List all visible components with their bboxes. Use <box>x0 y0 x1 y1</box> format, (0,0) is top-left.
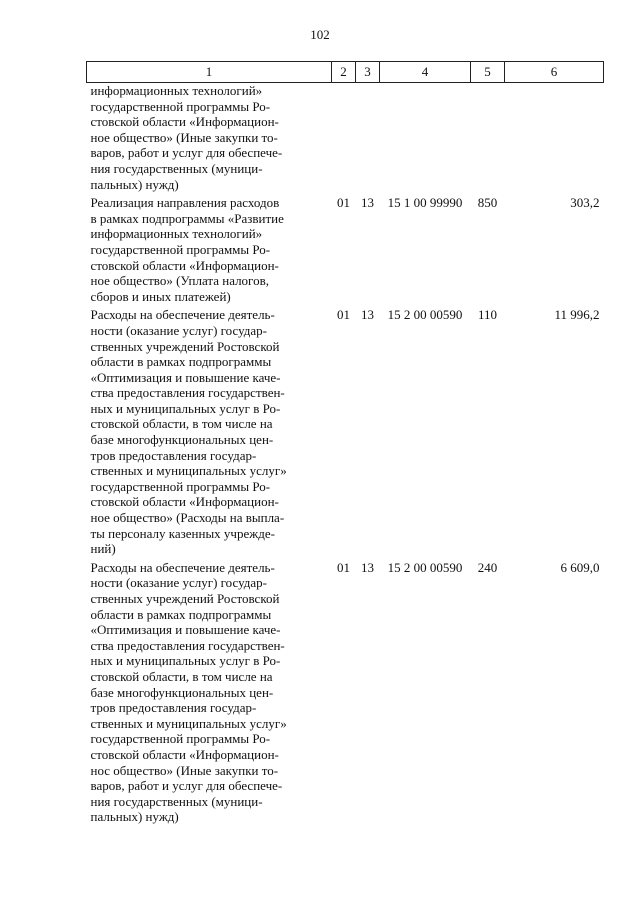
table-row <box>87 195 604 307</box>
row-target-article: 15 1 00 99990 <box>387 195 463 211</box>
row-sum: 6 609,0 <box>560 559 600 575</box>
header-col-2: 2 <box>332 62 356 83</box>
header-col-6: 6 <box>505 62 604 83</box>
row-description: Расходы на обеспечение деятель- ности (оказание услуг) государ- ственных учреждений Ростовской области в рамках подпрограммы «Оптимизация и повышение каче- ства предоставления государствен- ных и муниципальных услуг в Ро- стовской области, в том числе на базе многофункциональных цен- тров предоставления государ- ственных и муниципальных услуг» государственной программы Ро- стовской области «Информацион- нос общество» (Иные закупки то- варов, работ и услуг для обеспече- ния государственных (муници- пальных) нужд) <box>90 559 287 825</box>
row-expense-type <box>471 83 505 196</box>
row-sum <box>505 83 604 196</box>
table-header <box>87 62 604 83</box>
row-description: информационных технологий» государственной программы Ро- стовской области «Информацион- ное общество» (Иные закупки то- варов, работ и услуг для обеспече- ния государственных (муници- пальных) нужд) <box>90 83 283 192</box>
row-target-article: 15 2 00 00590 <box>387 307 463 323</box>
row-razdel <box>332 83 356 196</box>
row-podrazdel <box>356 83 380 196</box>
header-col-3: 3 <box>356 62 380 83</box>
row-razdel: 01 <box>337 195 350 211</box>
row-razdel: 01 <box>337 307 350 323</box>
row-podrazdel: 13 <box>361 559 374 575</box>
row-target-article <box>380 83 471 196</box>
row-razdel: 01 <box>337 559 350 575</box>
row-description: Расходы на обеспечение деятель- ности (оказание услуг) государ- ственных учреждений Ростовской области в рамках подпрограммы «Оптимизация и повышение каче- ства предоставления государствен- ных и муниципальных услуг в Ро- стовской области, в том числе на базе многофункциональных цен- тров предоставления государ- ственных и муниципальных услуг» государственной программы Ро- стовской области «Информацион- ное общество» (Расходы на выпла- ты персоналу казенных учрежде- ний) <box>90 307 287 557</box>
row-expense-type: 110 <box>477 307 498 323</box>
row-podrazdel: 13 <box>361 307 374 323</box>
row-description: Реализация направления расходов в рамках подпрограммы «Развитие информационных технологий» государственной программы Ро- стовской области «Информацион- ное общество» (Уплата налогов, сборов и иных платежей) <box>90 195 284 304</box>
budget-table <box>86 61 604 828</box>
header-col-4: 4 <box>380 62 471 83</box>
header-col-5: 5 <box>471 62 505 83</box>
page-number: 102 <box>310 27 330 42</box>
row-sum: 303,2 <box>570 195 600 211</box>
table-row <box>87 560 604 828</box>
header-col-1: 1 <box>87 62 332 83</box>
table-row <box>87 83 604 196</box>
row-expense-type: 240 <box>477 559 498 575</box>
row-podrazdel: 13 <box>361 195 374 211</box>
row-target-article: 15 2 00 00590 <box>387 559 463 575</box>
row-expense-type: 850 <box>477 195 498 211</box>
row-sum: 11 996,2 <box>554 307 600 323</box>
table-row <box>87 307 604 560</box>
